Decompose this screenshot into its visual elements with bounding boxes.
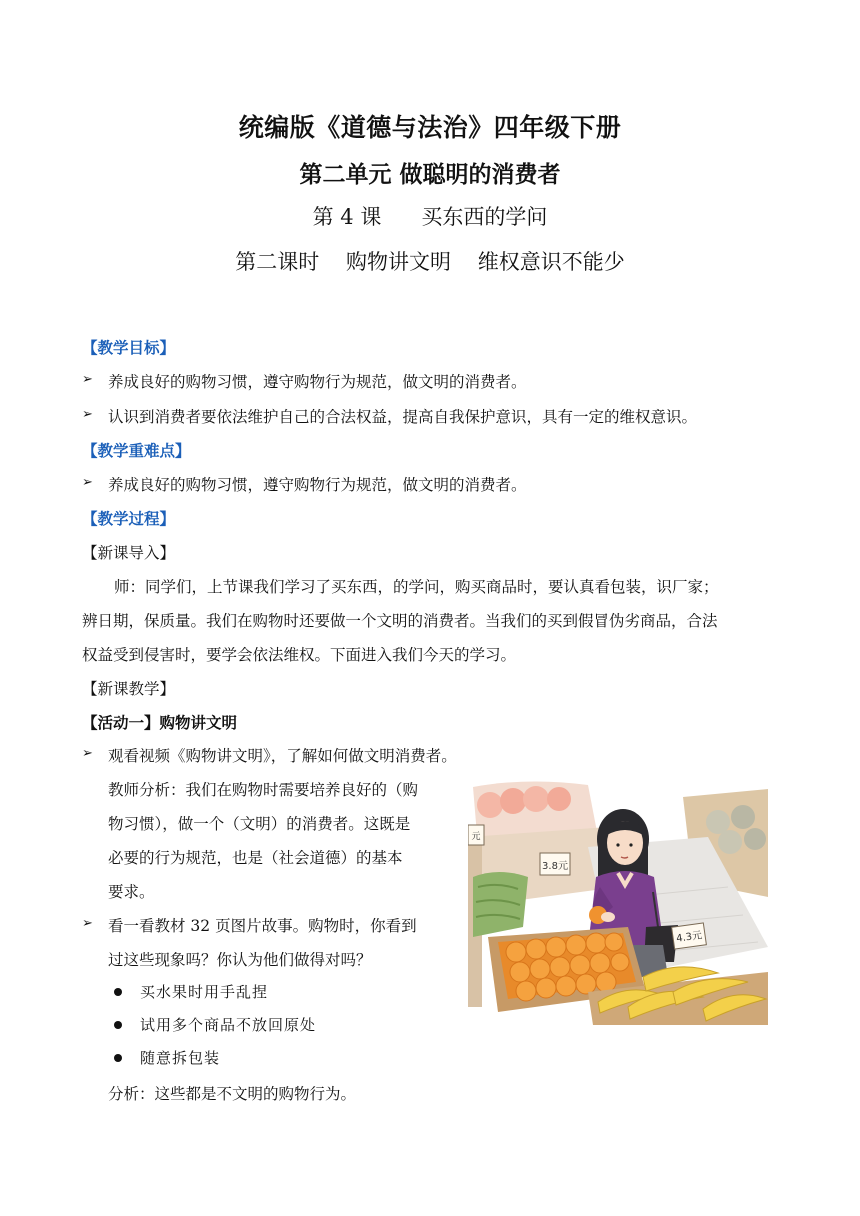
svg-text:3.8元: 3.8元 xyxy=(542,861,568,872)
process-heading: 【教学过程】 xyxy=(82,510,176,528)
phenomenon-item: 买水果时用手乱捏 xyxy=(140,983,269,1001)
arrow-bullet-icon: ➢ xyxy=(82,916,93,931)
objective-item: 养成良好的购物习惯，遵守购物行为规范，做文明的消费者。 xyxy=(108,373,527,391)
arrow-bullet-icon: ➢ xyxy=(82,475,93,490)
intro-line: 师：同学们，上节课我们学习了买东西，的学问，购买商品时，要认真看包装，识厂家； xyxy=(114,578,719,596)
price-tag-icon xyxy=(672,923,707,949)
dot-bullet-icon xyxy=(114,1054,122,1062)
arrow-bullet-icon: ➢ xyxy=(82,407,93,422)
intro-heading: 【新课导入】 xyxy=(82,544,176,562)
analysis-line: 要求。 xyxy=(108,883,155,901)
analysis-line: 必要的行为规范，也是（社会道德）的基本 xyxy=(108,849,403,867)
book-title: 统编版《道德与法治》四年级下册 xyxy=(238,113,622,142)
activity1-point: 过这些现象吗？你认为他们做得对吗？ xyxy=(108,951,372,969)
objective-item: 认识到消费者要依法维护自己的合法权益，提高自我保护意识，具有一定的维权意识。 xyxy=(108,408,698,426)
svg-text:元: 元 xyxy=(471,832,481,842)
dot-bullet-icon xyxy=(114,988,122,996)
analysis-line: 物习惯），做一个（文明）的消费者。这既是 xyxy=(108,815,411,833)
arrow-bullet-icon: ➢ xyxy=(82,746,93,761)
intro-line: 权益受到侵害时，要学会依法维权。下面进入我们今天的学习。 xyxy=(82,646,517,664)
unit-title: 第二单元 做聪明的消费者 xyxy=(299,162,561,188)
arrow-bullet-icon: ➢ xyxy=(82,372,93,387)
lesson-title: 第 4 课 买东西的学问 xyxy=(312,205,548,229)
analysis-line: 教师分析：我们在购物时需要培养良好的（购 xyxy=(108,781,419,799)
period-title: 第二课时 购物讲文明 维权意识不能少 xyxy=(235,250,625,274)
phenomenon-item: 试用多个商品不放回原处 xyxy=(140,1016,317,1034)
activity1-point: 看一看教材 32 页图片故事。购物时，你看到 xyxy=(108,917,417,935)
objectives-heading: 【教学目标】 xyxy=(82,339,176,357)
activity1-heading: 【活动一】购物讲文明 xyxy=(82,714,238,732)
key-points-heading: 【教学重难点】 xyxy=(82,442,191,460)
key-point-item: 养成良好的购物习惯，遵守购物行为规范，做文明的消费者。 xyxy=(108,476,527,494)
fruit-stand-illustration xyxy=(468,777,768,1025)
svg-text:4.3元: 4.3元 xyxy=(675,930,703,945)
dot-bullet-icon xyxy=(114,1021,122,1029)
teach-heading: 【新课教学】 xyxy=(82,680,176,698)
activity1-point: 观看视频《购物讲文明》，了解如何做文明消费者。 xyxy=(108,747,457,765)
phenomenon-item: 随意拆包装 xyxy=(140,1049,221,1067)
conclusion-text: 分析：这些都是不文明的购物行为。 xyxy=(108,1085,357,1103)
intro-line: 辨日期，保质量。我们在购物时还要做一个文明的消费者。当我们的买到假冒伪劣商品，合法 xyxy=(82,612,718,630)
price-tag-icon xyxy=(540,853,570,875)
